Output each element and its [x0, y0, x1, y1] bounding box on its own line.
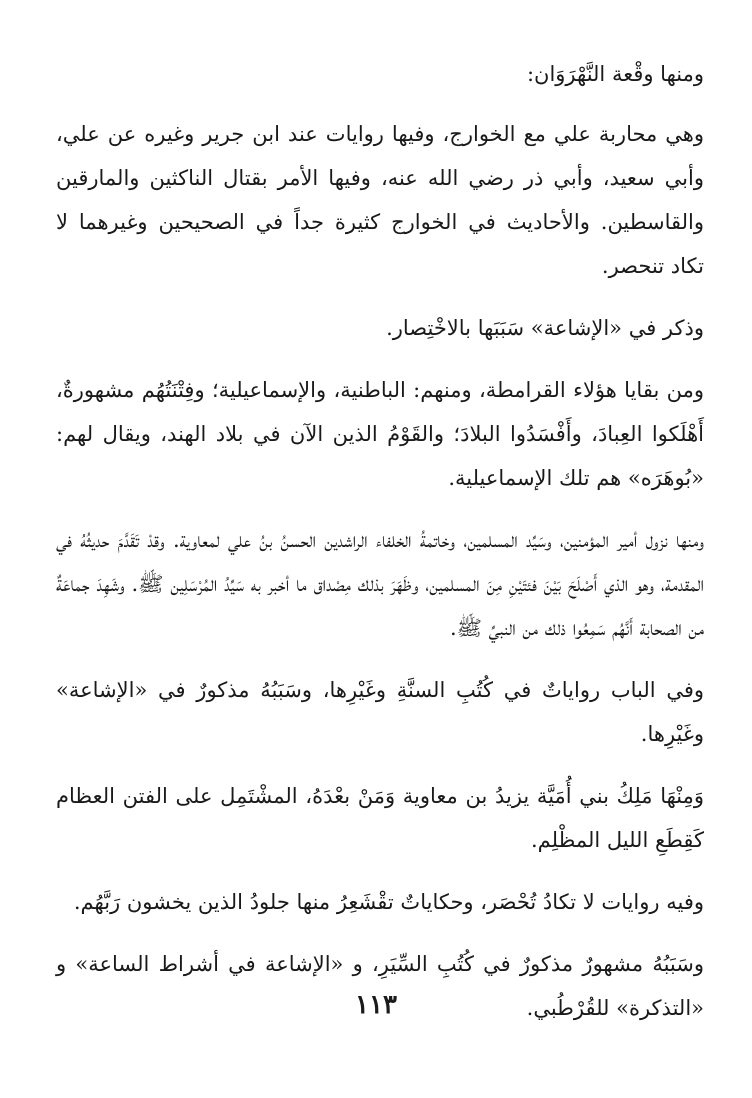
- page-number: ١١٣: [355, 990, 397, 1020]
- paragraph-narrations-count: وفيه روايات لا تكادُ تُحْصَر، وحكاياتٌ تقْشَعِرُ منها جلودُ الذين يخشون رَبَّهُم.: [73, 890, 704, 914]
- page-body-text: [56, 52, 704, 1048]
- paragraph-banu-umayya: وَمِنْهَا مَلِكُ بني أُمَيَّة يزيدُ بن معاوية وَمَنْ بعْدَهُ، المشْتَمِل على الفتن العظام كَقِطَعِ الليل المظْلِم.: [56, 784, 704, 852]
- section-heading-nahrawan: ومنها وقْعة النَّهْرَوَان:: [526, 62, 704, 86]
- paragraph-sunnah-narrations: وفي الباب رواياتٌ في كُتُبِ السنَّةِ وغَيْرِها، وسَبَبُهُ مذكورٌ في «الإشاعة» وغَيْرِها.: [56, 678, 704, 746]
- paragraph-khawarij: وهي محاربة علي مع الخوارج، وفيها روايات عند ابن جرير وغيره عن علي، وأبي سعيد، وأبي ذر رضي الله عنه، وفيها الأمر بقتال الناكثين والمارقين والقاسطين. والأحاديث في الخوارج كثيرة جداً في الصحيحين وغيرهما لا تكاد تنحصر.: [56, 122, 704, 278]
- paragraph-ishaa-reason: وذكر في «الإشاعة» سَبَبَها بالاخْتِصار.: [386, 316, 704, 340]
- paragraph-hasan-ibn-ali: ومنها نزول أمير المؤمنين، وسَيِّد المسلمين، وخاتمةُ الخلفاء الراشدين الحسنُ بنُ علي لمعاوية. وقدْ تَقَدَّمَ حديثُهُ في المقدمة، وهو الذي أَصْلَحَ بَيْنَ فئتَيْنِ مِنَ المسلمين، وظَهَرَ بذلك مِصْداق ما أخبر به سَيِّدُ المُرْسَلِين ﷺ. وشَهِدَ جماعَةٌ من الصحابة أَنَّهُم سَمِعُوا ذلك من النبيِّ ﷺ.: [56, 528, 704, 640]
- paragraph-qaramita: ومن بقايا هؤلاء القرامطة، ومنهم: الباطنية، والإسماعيلية؛ وفِتْنَتُهُم مشهورةٌ، أَهْلَكوا العِبادَ، وأَفْسَدُوا البلادَ؛ والقَوْمُ الذين الآن في بلاد الهند، ويقال لهم: «بُوهَرَه» هم تلك الإسماعيلية.: [56, 378, 704, 490]
- paragraph-sources: وسَبَبُهُ مشهورٌ مذكورٌ في كُتُبِ السِّيَرِ، و «الإشاعة في أشراط الساعة» و «التذكرة» للقُرْطُبي.: [56, 952, 704, 1020]
